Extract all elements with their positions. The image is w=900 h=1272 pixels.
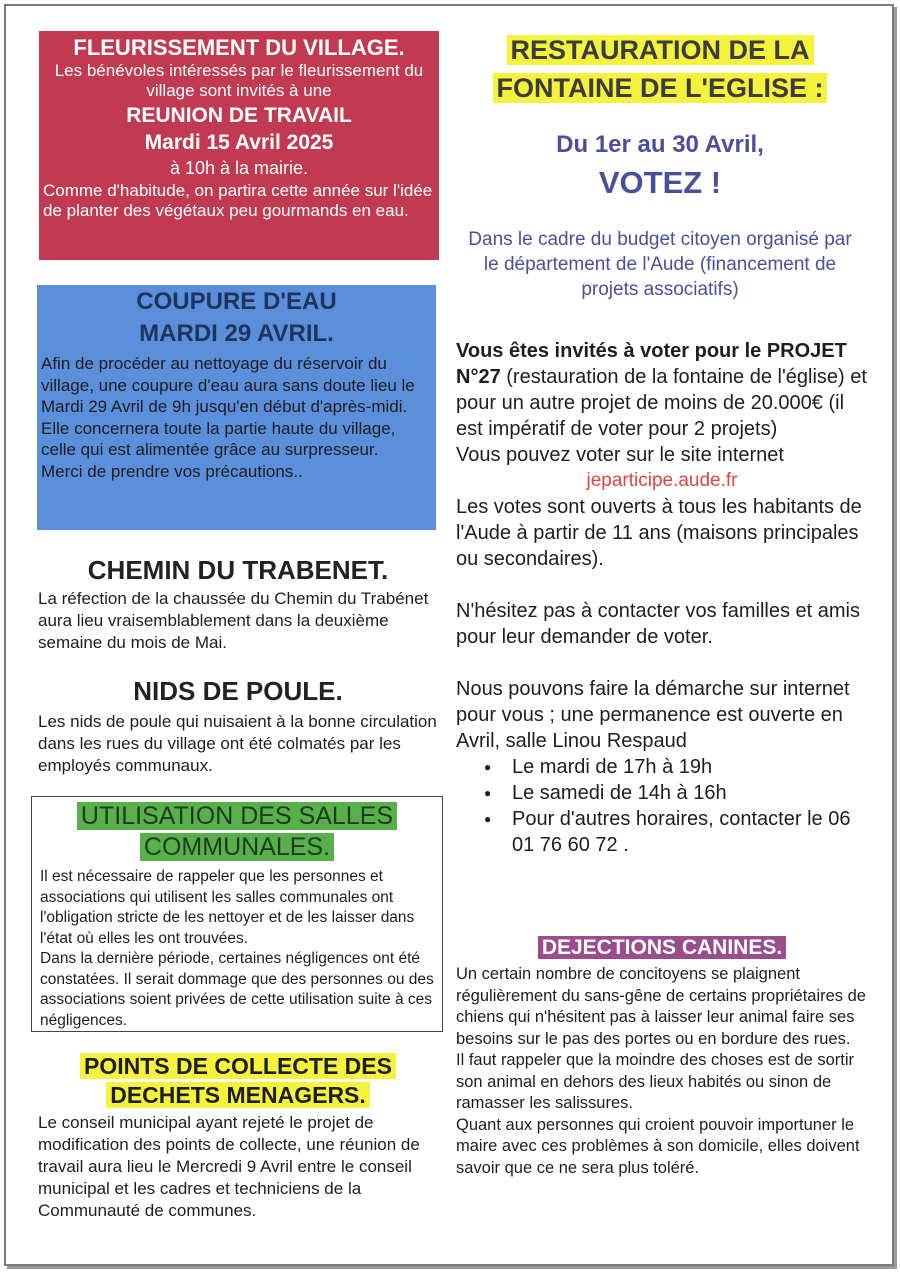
fontaine-open: Les votes sont ouverts à tous les habitants de l'Aude à partir de 11 ans (maisons principales ou secondaires). (456, 496, 862, 570)
dejections-body-2: Il faut rappeler que la moindre des choses est de sortir son animal en dehors des lieux habités ou sinon de ramasser les salissures. (456, 1051, 855, 1112)
coupure-title-1: COUPURE D'EAU (136, 288, 337, 315)
fontaine-context: Dans le cadre du budget citoyen organisé par le département de l'Aude (financement de projets associatifs) (468, 229, 852, 300)
permanence-list (456, 754, 868, 858)
fontaine-dates: Du 1er au 30 Avril, (556, 131, 764, 158)
salles-box (31, 796, 443, 1032)
fontaine-title-1: RESTAURATION DE LA (507, 35, 814, 65)
fontaine-vote: VOTEZ ! (598, 165, 722, 200)
collecte-title-2: DECHETS MENAGERS. (106, 1082, 370, 1108)
fontaine-details (456, 338, 868, 858)
fleurissement-box (39, 31, 439, 260)
fleurissement-title: FLEURISSEMENT DU VILLAGE. (73, 35, 405, 60)
collecte-body: Le conseil municipal ayant rejeté le projet de modification des points de collecte, une réunion de travail aura lieu le Mercredi 9 Avril entre le conseil municipal et les cadres et techniciens de la Communauté de communes. (38, 1113, 420, 1220)
fontaine-contact: N'hésitez pas à contacter vos familles et amis pour leur demander de voter. (456, 600, 860, 648)
coupure-body-3: Merci de prendre vos précautions.. (41, 461, 303, 481)
coupure-body-1: Afin de procéder au nettoyage du réservoir du village, une coupure d'eau aura sans doute lieu le Mardi 29 Avril de 9h jusqu'en début d'après-midi. (41, 354, 415, 416)
fontaine-site-intro: Vous pouvez voter sur le site internet (456, 444, 784, 466)
collecte-title-1: POINTS DE COLLECTE DES (80, 1053, 396, 1079)
fleurissement-time: à 10h à la mairie. (169, 158, 309, 178)
coupure-body-2: Elle concernera toute la partie haute du village, celle qui est alimentée grâce au surpresseur. (41, 418, 396, 459)
fleurissement-body: Comme d'habitude, on partira cette année sur l'idée de planter des végétaux peu gourmands en eau. (43, 181, 433, 220)
trabenet-body: La réfection de la chaussée du Chemin du Trabénet aura lieu vraisemblablement dans la deuxième semaine du mois de Mai. (38, 589, 429, 652)
permanence-item: ● Le mardi de 17h à 19h (512, 754, 868, 780)
salles-body-2: Dans la dernière période, certaines négligences ont été constatées. Il serait dommage que des personnes ou des associations soient privées de cette utilisation suite à ces négligences. (40, 950, 434, 1029)
nids-title: NIDS DE POULE. (133, 676, 343, 706)
dejections-title: DEJECTIONS CANINES. (538, 936, 786, 959)
fontaine-invite-rest: (restauration de la fontaine de l'église) et pour un autre projet de moins de 20.000€ (il est impératif de voter pour 2 projets) (456, 366, 867, 440)
fontaine-site-link[interactable]: jeparticipe.aude.fr (586, 470, 738, 491)
trabenet-section (38, 555, 438, 654)
nids-section (38, 676, 438, 777)
fontaine-help: Nous pouvons faire la démarche sur internet pour vous ; une permanence est ouverte en Avril, salle Linou Respaud (456, 678, 850, 752)
fontaine-invite-bold: Vous êtes invités à voter pour le PROJET N°27 (456, 340, 847, 388)
coupure-eau-box (37, 285, 436, 530)
fleurissement-intro: Les bénévoles intéressés par le fleurissement du village sont invités à une (54, 61, 424, 100)
dejections-body-1: Un certain nombre de concitoyens se plaignent régulièrement du sans-gêne de certains propriétaires de chiens qui n'hésitent pas à laisser leur animal faire ses besoins sur le pas des portes ou en bordure des rues. (456, 965, 866, 1048)
collecte-section (38, 1052, 438, 1222)
salles-body-1: Il est nécessaire de rappeler que les personnes et associations qui utilisent les salles communales ont l'obligation stricte de les nettoyer et de les laisser dans l'état où elles les ont trouvées. (40, 868, 415, 947)
trabenet-title: CHEMIN DU TRABENET. (87, 555, 389, 585)
permanence-item: ● Le samedi de 14h à 16h (512, 780, 868, 806)
fontaine-title-2: FONTAINE DE L'EGLISE : (493, 73, 828, 103)
nids-body: Les nids de poule qui nuisaient à la bonne circulation dans les rues du village ont été colmatés par les employés communaux. (38, 712, 437, 775)
coupure-title-2: MARDI 29 AVRIL. (139, 320, 334, 347)
fontaine-section (450, 31, 870, 302)
salles-title-1: UTILISATION DES SALLES (77, 802, 397, 830)
fleurissement-date: Mardi 15 Avril 2025 (144, 131, 334, 154)
dejections-section (456, 934, 868, 1179)
fleurissement-meeting: REUNION DE TRAVAIL (126, 104, 352, 127)
permanence-item: ● Pour d'autres horaires, contacter le 06 01 76 60 72 . (512, 806, 868, 858)
dejections-body-3: Quant aux personnes qui croient pouvoir importuner le maire avec ces problèmes à son domicile, elles doivent savoir que ce ne sera plus toléré. (456, 1115, 860, 1177)
salles-title-2: COMMUNALES. (140, 833, 334, 861)
